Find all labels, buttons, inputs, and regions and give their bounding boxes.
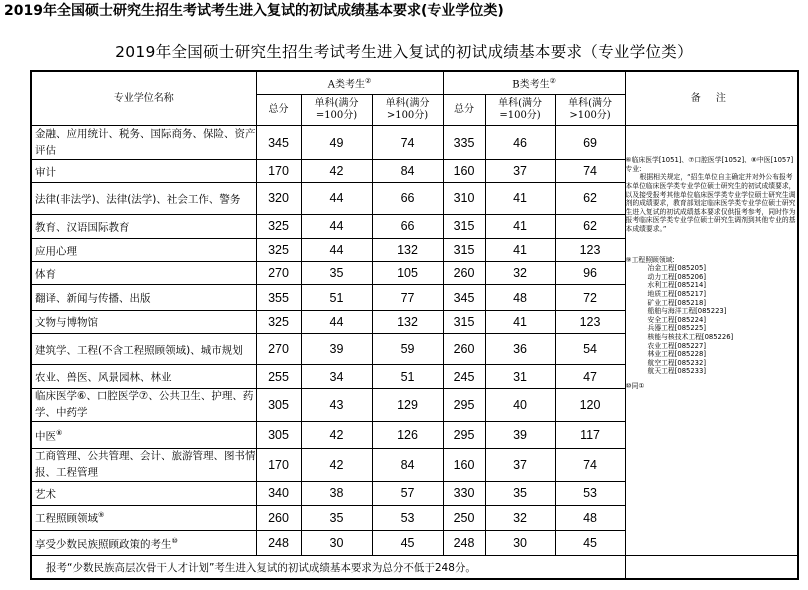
header-a-total: 总分 (256, 94, 301, 126)
b-total-cell: 345 (443, 285, 485, 310)
footer-notes-blank (625, 556, 798, 579)
major-name-cell: 艺术 (31, 482, 256, 505)
major-name-cell: 工程照顾领域⑨ (31, 505, 256, 530)
a-total-cell: 325 (256, 214, 301, 238)
footer-note: 报考“少数民族高层次骨干人才计划”考生进入复试的初试成绩基本要求为总分不低于248分。 (31, 556, 625, 579)
b-total-cell: 315 (443, 214, 485, 238)
header-group-b: B类考生② (443, 71, 625, 94)
major-name-cell: 金融、应用统计、税务、国际商务、保险、资产评估 (31, 126, 256, 160)
a-total-cell: 345 (256, 126, 301, 160)
b-sub1-cell: 32 (485, 505, 555, 530)
b-total-cell: 248 (443, 530, 485, 555)
major-name-cell: 中医⑧ (31, 422, 256, 448)
engineering-field-item: 林业工程[085228] (647, 350, 706, 359)
b-total-cell: 315 (443, 310, 485, 333)
a-sub2-cell: 59 (372, 333, 443, 365)
a-total-cell: 305 (256, 388, 301, 422)
a-sub2-cell: 66 (372, 214, 443, 238)
b-total-cell: 310 (443, 183, 485, 215)
a-total-cell: 325 (256, 239, 301, 262)
score-requirements-table (30, 70, 799, 580)
a-total-cell: 170 (256, 160, 301, 183)
note-engineering-head: ⑨工程照顾领域: (625, 255, 675, 264)
major-name-cell: 享受少数民族照顾政策的考生⑩ (31, 530, 256, 555)
b-total-cell: 160 (443, 160, 485, 183)
a-sub2-cell: 53 (372, 505, 443, 530)
b-sub1-cell: 41 (485, 239, 555, 262)
major-name-cell: 农业、兽医、风景园林、林业 (31, 365, 256, 388)
a-total-cell: 340 (256, 482, 301, 505)
a-sub2-cell: 84 (372, 448, 443, 482)
a-sub1-cell: 42 (301, 448, 372, 482)
b-sub2-cell: 45 (555, 530, 625, 555)
a-sub2-cell: 45 (372, 530, 443, 555)
page-title: 2019年全国硕士研究生招生考试考生进入复试的初试成绩基本要求(专业学位类) (4, 3, 504, 19)
a-sub1-cell: 42 (301, 160, 372, 183)
a-total-cell: 270 (256, 262, 301, 285)
a-sub2-cell: 74 (372, 126, 443, 160)
b-total-cell: 295 (443, 388, 485, 422)
b-sub1-cell: 37 (485, 448, 555, 482)
engineering-field-item: 地质工程[085217] (647, 290, 706, 298)
b-sub1-cell: 37 (485, 160, 555, 183)
header-a-sub1: 单科(满分=100分) (301, 94, 372, 126)
header-major-name: 专业学位名称 (31, 71, 256, 126)
a-total-cell: 260 (256, 505, 301, 530)
a-sub2-cell: 129 (372, 388, 443, 422)
b-sub2-cell: 72 (555, 285, 625, 310)
a-sub1-cell: 35 (301, 262, 372, 285)
b-sub1-cell: 36 (485, 333, 555, 365)
a-sub2-cell: 126 (372, 422, 443, 448)
b-sub1-cell: 41 (485, 214, 555, 238)
a-sub1-cell: 35 (301, 505, 372, 530)
a-total-cell: 305 (256, 422, 301, 448)
b-sub2-cell: 123 (555, 239, 625, 262)
engineering-field-item: 冶金工程[085205] (647, 264, 706, 273)
b-sub2-cell: 62 (555, 183, 625, 215)
b-sub2-cell: 53 (555, 482, 625, 505)
engineering-field-item: 水利工程[085214] (647, 281, 706, 290)
a-sub1-cell: 38 (301, 482, 372, 505)
major-name-cell: 法律(非法学)、法律(法学)、社会工作、警务 (31, 183, 256, 215)
b-sub1-cell: 39 (485, 422, 555, 448)
a-sub2-cell: 51 (372, 365, 443, 388)
a-total-cell: 255 (256, 365, 301, 388)
a-sub2-cell: 66 (372, 183, 443, 215)
a-sub1-cell: 44 (301, 239, 372, 262)
notes-cell (625, 126, 798, 556)
a-sub1-cell: 30 (301, 530, 372, 555)
engineering-field-item: 核能与核技术工程[085226] (647, 332, 734, 341)
b-total-cell: 250 (443, 505, 485, 530)
major-name-cell: 文物与博物馆 (31, 310, 256, 333)
header-notes: 备 注 (625, 71, 798, 126)
a-sub1-cell: 43 (301, 388, 372, 422)
engineering-field-item: 矿业工程[085218] (647, 298, 706, 307)
engineering-field-item: 兵器工程[085225] (647, 324, 706, 333)
note-minority: ⑩同① (625, 381, 645, 390)
engineering-field-item: 船舶与海洋工程[085223] (647, 307, 727, 316)
b-sub2-cell: 48 (555, 505, 625, 530)
b-sub2-cell: 74 (555, 448, 625, 482)
b-sub2-cell: 62 (555, 214, 625, 238)
b-sub2-cell: 74 (555, 160, 625, 183)
engineering-field-item: 农业工程[085227] (647, 341, 706, 350)
b-total-cell: 260 (443, 262, 485, 285)
a-total-cell: 320 (256, 183, 301, 215)
a-sub2-cell: 57 (372, 482, 443, 505)
b-total-cell: 245 (443, 365, 485, 388)
a-sub2-cell: 132 (372, 239, 443, 262)
major-name-cell: 临床医学⑥、口腔医学⑦、公共卫生、护理、药学、中药学 (31, 388, 256, 422)
b-sub2-cell: 123 (555, 310, 625, 333)
table-row (31, 126, 798, 160)
note-clinical-head: ⑥临床医学[1051]、⑦口腔医学[1052]、⑧中医[1057]专业: (625, 156, 794, 173)
b-sub2-cell: 96 (555, 262, 625, 285)
b-total-cell: 335 (443, 126, 485, 160)
b-sub1-cell: 32 (485, 262, 555, 285)
a-sub1-cell: 34 (301, 365, 372, 388)
b-sub1-cell: 31 (485, 365, 555, 388)
a-sub2-cell: 105 (372, 262, 443, 285)
a-total-cell: 248 (256, 530, 301, 555)
b-sub1-cell: 41 (485, 183, 555, 215)
a-total-cell: 325 (256, 310, 301, 333)
engineering-field-item: 安全工程[085224] (647, 315, 706, 324)
header-b-sub1: 单科(满分=100分) (485, 94, 555, 126)
a-sub1-cell: 42 (301, 422, 372, 448)
a-total-cell: 355 (256, 285, 301, 310)
b-sub1-cell: 41 (485, 310, 555, 333)
major-name-cell: 审计 (31, 160, 256, 183)
b-total-cell: 330 (443, 482, 485, 505)
a-sub1-cell: 49 (301, 126, 372, 160)
b-sub1-cell: 48 (485, 285, 555, 310)
major-name-cell: 应用心理 (31, 239, 256, 262)
engineering-field-item: 航天工程[085233] (647, 367, 706, 376)
header-b-sub2: 单科(满分>100分) (555, 94, 625, 126)
major-name-cell: 翻译、新闻与传播、出版 (31, 285, 256, 310)
b-sub2-cell: 120 (555, 388, 625, 422)
b-sub1-cell: 46 (485, 126, 555, 160)
major-name-cell: 体育 (31, 262, 256, 285)
b-sub2-cell: 54 (555, 333, 625, 365)
b-total-cell: 315 (443, 239, 485, 262)
engineering-fields-list (628, 264, 798, 376)
a-sub1-cell: 39 (301, 333, 372, 365)
a-sub1-cell: 44 (301, 214, 372, 238)
header-b-total: 总分 (443, 94, 485, 126)
a-sub2-cell: 77 (372, 285, 443, 310)
header-group-a: A类考生② (256, 71, 443, 94)
header-a-sub2: 单科(满分>100分) (372, 94, 443, 126)
major-name-cell: 工商管理、公共管理、会计、旅游管理、图书情报、工程管理 (31, 448, 256, 482)
engineering-field-item: 动力工程[085206] (647, 272, 706, 281)
major-name-cell: 教育、汉语国际教育 (31, 214, 256, 238)
a-sub1-cell: 44 (301, 183, 372, 215)
b-total-cell: 295 (443, 422, 485, 448)
document-title: 2019年全国硕士研究生招生考试考生进入复试的初试成绩基本要求（专业学位类） (115, 43, 693, 61)
note-clinical-body: 根据相关规定，“招生单位自主确定并对外公布报考本单位临床医学类专业学位硕士研究生的初试成绩要求，以及接受报考其他单位临床医学类专业学位硕士研究生调剂的成绩要求，教育部划定临床医学类专业学位硕士研究生进入复试的初试成绩基本要求仅供报考参考，同时作为报考临床医学类专业学位硕士研究生调剂到其他专业的基本成绩要求。” (625, 173, 796, 234)
b-sub2-cell: 69 (555, 126, 625, 160)
major-name-cell: 建筑学、工程(不含工程照顾领域)、城市规划 (31, 333, 256, 365)
b-sub2-cell: 47 (555, 365, 625, 388)
b-total-cell: 260 (443, 333, 485, 365)
engineering-field-item: 航空工程[085232] (647, 358, 706, 367)
b-total-cell: 160 (443, 448, 485, 482)
a-sub2-cell: 132 (372, 310, 443, 333)
a-total-cell: 270 (256, 333, 301, 365)
a-sub1-cell: 44 (301, 310, 372, 333)
b-sub2-cell: 117 (555, 422, 625, 448)
b-sub1-cell: 40 (485, 388, 555, 422)
a-sub1-cell: 51 (301, 285, 372, 310)
b-sub1-cell: 30 (485, 530, 555, 555)
a-sub2-cell: 84 (372, 160, 443, 183)
a-total-cell: 170 (256, 448, 301, 482)
b-sub1-cell: 35 (485, 482, 555, 505)
